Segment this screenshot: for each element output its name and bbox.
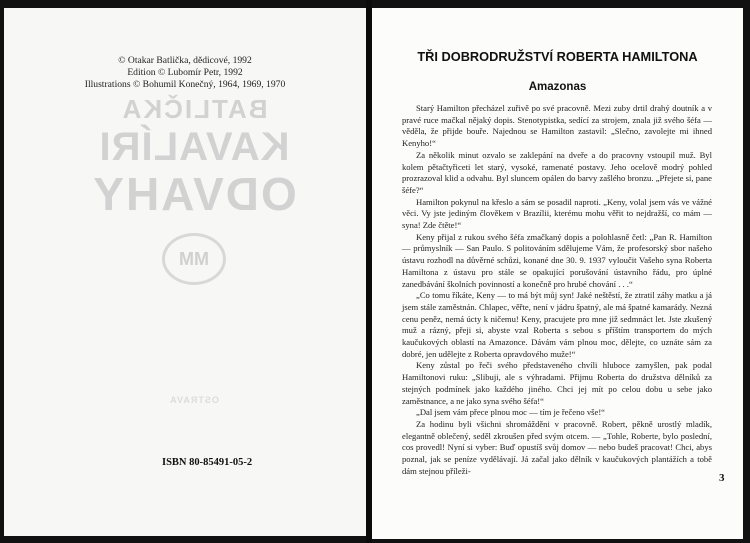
paragraph: Hamilton pokynul na křeslo a sám se posadil naproti. „Keny, volal jsem vás ve vážné věci. Vy jste jediným člověkem v Brazílii, kterému mohu věřit to nejdražší, co mám — syna! Zde čtěte!“: [402, 196, 712, 231]
isbn-number: ISBN 80-85491-05-2: [162, 457, 253, 468]
paragraph: Za několik minut ozvalo se zaklepání na dveře a do pracovny vstoupil muž. Byl kolem pětačtyřiceti let starý, vysoké, ramenaté postavy. Jeho ocelově modrý pohled prozrazoval klid a odvahu. Byl sluncem opálen do barvy zašlého bronzu. „Přejete si, pane šéfe?“: [402, 149, 712, 195]
copyright-line: Illustrations © Bohumil Konečný, 1964, 1969, 1970: [84, 79, 286, 90]
page-number: 3: [719, 472, 725, 484]
bleed-through-title-image: BATLIČKA KAVALÍRI ODVAHY MM OSTRAVA: [91, 94, 297, 405]
body-text: [402, 103, 712, 478]
paragraph: Za hodinu byli všichni shromážděni v pracovně. Robert, pěkně urostlý mladík, elegantně oblečený, seděl zkroušen před svým otcem. — „Tohle, Roberte, bylo poslední, cos provedl! Nyní si vyber: Buď opustíš svůj domov — nebo budeš pracovat! Chci, abys poznal, jak se peníze vydělávají. Já začal jako dělník v kaučukových plantážích a tobě dám stejnou příleži-: [402, 418, 712, 476]
paragraph: Keny přijal z rukou svého šéfa zmačkaný dopis a polohlasně četl: „Pan R. Hamilton — průmyslník — San Paulo. S politováním sdělujeme Vám, že profesorský sbor našeho ústavu rozhodl na důvěrné schůzi, konané dne 30. 9. 1937 vyloučit Vašeho syna Roberta Hamiltona z ústavu pro stále se opakující porušování ústavního řádu, pro úplné zanedbávání školních povinností a konečně pro hrubé chování . . .“: [402, 231, 712, 289]
paragraph: Starý Hamilton přecházel zuřivě po své pracovně. Mezi zuby drtil drahý doutník a v pravé ruce mačkal nějaký dopis. Stenotypistka, sedící za strojem, znala již svého šéfa — věděla, že přijde bouře. Najednou se Hamilton zastavil: „Slečno, zavolejte mi ihned Kenyho!“: [402, 103, 712, 149]
chapter-subtitle: Amazonas: [528, 81, 587, 93]
right-page: [372, 8, 743, 539]
copyright-line: Edition © Lubomír Petr, 1992: [127, 67, 243, 78]
paragraph: „Co tomu říkáte, Keny — to má být můj syn! Jaké neštěstí, že ztratil záhy matku a já jsem stále zaměstnán. Chlapec, věřte, není v jádru špatný, ale má špatné kamarády. Nezná cenu peněz, nemá úcty k ničemu! Keny, pracujete pro mne již sedmnáct let. Jste zkušený muž a rázný, přeji si, abyste vzal Roberta s sebou s příštím transportem do mých kaučukových oblastí na Amazonce. Dávám vám plnou moc, dělejte, co uznáte sám za dobré, jen udělejte z Roberta opravdového muže!“: [402, 290, 712, 359]
copyright-line: © Otakar Batlička, dědicové, 1992: [118, 55, 252, 66]
paragraph: „Dal jsem vám přece plnou moc — tím je řečeno vše!“: [416, 407, 605, 418]
copyright-block: [4, 55, 366, 91]
chapter-title: TŘI DOBRODRUŽSTVÍ ROBERTA HAMILTONA: [417, 49, 698, 64]
left-page: [4, 8, 366, 536]
paragraph: Keny zůstal po řeči svého představeného chvíli hluboce zamyšlen, pak podal Hamiltonovi ruku: „Slibuji, ale s výhradami. Přijmu Roberta do družstva dělníků za stejných podmínek jako každého jiného. Chci jej mít po celou dobu u sebe jako zaměstnance, a ne jako syna svého šéfa!“: [402, 360, 712, 406]
